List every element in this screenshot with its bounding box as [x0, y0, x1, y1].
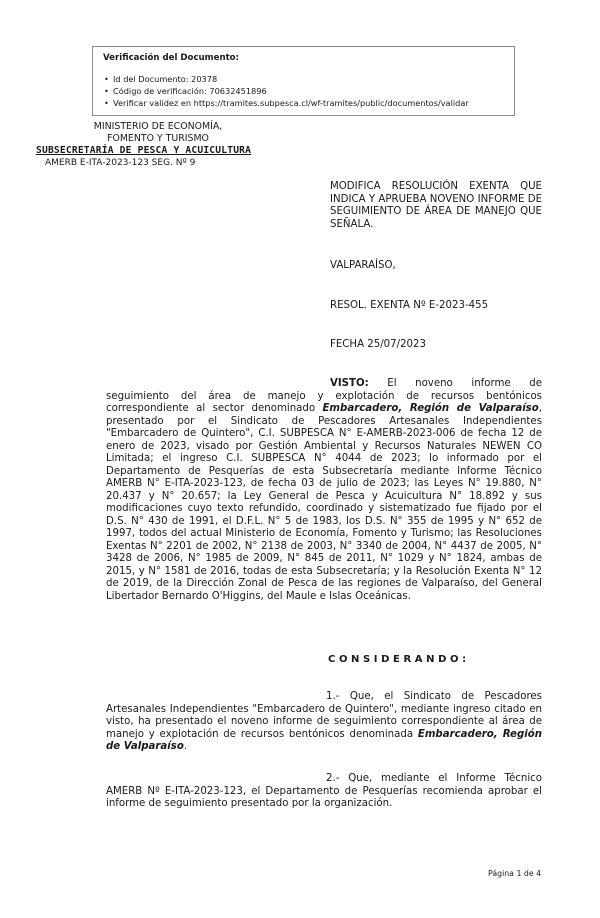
verification-link[interactable]: • Verificar validez en https://tramites.subpesca.cl/wf-tramites/public/documentos/validar: [103, 97, 504, 109]
resolution-date: FECHA 25/07/2023: [330, 339, 426, 350]
ministry-line-2: FOMENTO Y TURISMO: [107, 133, 209, 144]
considerando-item-2: 2.- Que, mediante el Informe Técnico AMERB Nº E-ITA-2023-123, el Departamento de Pesquerías recomienda aprobar el informe de seguimiento presentado por la organización.: [106, 773, 542, 809]
item1-emphasis: Embarcadero, Región de Valparaíso: [106, 728, 542, 752]
resolution-number: RESOL. EXENTA Nº E-2023-455: [330, 300, 489, 311]
verification-list: [103, 73, 504, 109]
document-header: [36, 121, 286, 169]
document-reference: AMERB E-ITA-2023-123 SEG. Nº 9: [45, 158, 196, 168]
visto-text-2: , presentado por el Sindicato de Pescadores Artesanales Independientes "Embarcadero de Quintero", C.I. SUBPESCA N° E-AMERB-2023-006 de fecha 12 de enero de 2023, visado por Gestión Ambiental y Recursos Naturales NEWEN CO Limitada; el ingreso C.I. SUBPESCA N° 4044 de 2023; lo informado por el Departamento de Pesquerías de esta Subsecretaría mediante Informe Técnico AMERB N° E-ITA-2023-123, de fecha 03 de julio de 2023; las Leyes N° 19.880, N° 20.437 y N° 20.657; la Ley General de Pesca y Acuicultura N° 18.892 y sus modificaciones cuyo texto refundido, coordinado y sistematizado fue fijado por el D.S. N° 430 de 1991, el D.F.L. N° 5 de 1983, los D.S. N° 355 de 1995 y N° 652 de 1997, todos del actual Ministerio de Economía, Fomento y Turismo; las Resoluciones Exentas N° 2201 de 2002, N° 2138 de 2003, N° 3340 de 2004, N° 4437 de 2005, N° 3428 de 2006, N° 1985 de 2009, N° 845 de 2011, N° 1029 y N° 1824, ambas de 2015, y N° 1581 de 2016, todas de esta Subsecretaría; y la Resolución Exenta N° 12 de 2019, de la Dirección Zonal de Pesca de las regiones de Valparaíso, del General Libertador Bernardo O'Higgins, del Maule e Islas Oceánicas.: [106, 403, 542, 602]
ministry-line-1: MINISTERIO DE ECONOMÍA,: [93, 121, 223, 132]
visto-emphasis: Embarcadero, Región de Valparaíso: [322, 403, 539, 414]
visto-text-1: El noveno informe de seguimiento del área de manejo y explotación de recursos bentónicos correspondiente al sector denominado: [106, 378, 542, 414]
verification-code: • Código de verificación: 70632451896: [103, 85, 504, 97]
item1-text: 1.- Que, el Sindicato de Pescadores Artesanales Independientes "Embarcadero de Quintero", mediante ingreso citado en visto, ha presentado el noveno informe de seguimiento correspondiente al área de manejo y explotación de recursos bentónicos denominada: [106, 691, 542, 740]
resolution-summary: MODIFICA RESOLUCIÓN EXENTA QUE INDICA Y APRUEBA NOVENO INFORME DE SEGUIMIENTO DE ÁREA DE MANEJO QUE SEÑALA.: [330, 181, 542, 230]
verification-box: [92, 46, 515, 116]
verification-title: Verificación del Documento:: [103, 53, 240, 63]
page-number: Página 1 de 4: [488, 869, 542, 878]
visto-label: VISTO:: [330, 378, 369, 389]
considerando-item-1: [106, 691, 542, 754]
subsecretaria-name: SUBSECRETARÍA DE PESCA Y ACUICULTURA: [36, 145, 252, 156]
verification-document-id: • Id del Documento: 20378: [103, 73, 504, 85]
visto-paragraph: [106, 378, 542, 603]
place-line: VALPARAÍSO,: [330, 260, 396, 271]
considerando-heading: CONSIDERANDO:: [328, 654, 470, 665]
item1-end: .: [183, 741, 188, 752]
